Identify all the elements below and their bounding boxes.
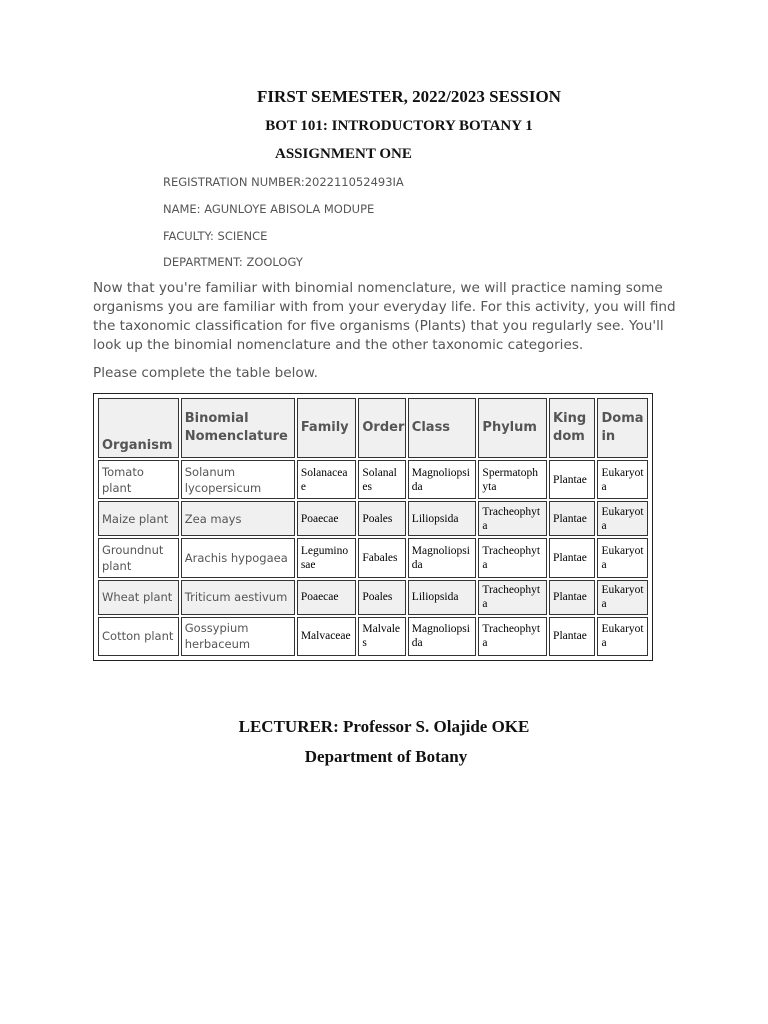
- cell-family: Leguminosae: [297, 538, 357, 577]
- instructions-paragraph: Now that you're familiar with binomial nomenclature, we will practice naming some organisms you are familiar with from your everyday life. For this activity, you will find the taxonomic classification for five organisms (Plants) that you regularly see. You'll look up the binomial nomenclature and the other taxonomic categories.: [93, 280, 676, 353]
- cell-kingdom: Plantae: [549, 617, 595, 656]
- cell-class: Magnoliopsida: [408, 617, 477, 656]
- lecturer-department: Department of Botany: [304, 747, 468, 766]
- lecturer-name: LECTURER: Professor S. Olajide OKE: [238, 717, 530, 736]
- header-family: Family: [297, 398, 357, 458]
- header-order: Order: [358, 398, 405, 458]
- assignment-title: ASSIGNMENT ONE: [275, 146, 412, 162]
- department: DEPARTMENT: ZOOLOGY: [163, 255, 303, 269]
- cell-order: Fabales: [358, 538, 405, 577]
- cell-domain: Eukaryota: [597, 580, 648, 615]
- student-name: NAME: AGUNLOYE ABISOLA MODUPE: [163, 202, 375, 216]
- cell-family: Poaecae: [297, 501, 357, 536]
- cell-domain: Eukaryota: [597, 501, 648, 536]
- cell-class: Liliopsida: [408, 501, 477, 536]
- cell-family: Solanaceae: [297, 460, 357, 499]
- cell-organism: Maize plant: [98, 501, 179, 536]
- cell-organism: Wheat plant: [98, 580, 179, 615]
- cell-family: Poaecae: [297, 580, 357, 615]
- cell-organism: Groundnut plant: [98, 538, 179, 577]
- table-row: [98, 580, 648, 615]
- table-row: [98, 617, 648, 656]
- cell-phylum: Tracheophyta: [478, 538, 547, 577]
- cell-kingdom: Plantae: [549, 538, 595, 577]
- header-class: Class: [408, 398, 477, 458]
- cell-organism: Cotton plant: [98, 617, 179, 656]
- table-row: [98, 460, 648, 499]
- table-row: [98, 538, 648, 577]
- registration-number: REGISTRATION NUMBER:202211052493IA: [163, 175, 404, 189]
- cell-binomial: Gossypium herbaceum: [181, 617, 295, 656]
- cell-order: Malvales: [358, 617, 405, 656]
- cell-phylum: Spermatophyta: [478, 460, 547, 499]
- course-title: BOT 101: INTRODUCTORY BOTANY 1: [265, 118, 533, 134]
- cell-order: Poales: [358, 501, 405, 536]
- cell-order: Poales: [358, 580, 405, 615]
- header-kingdom: Kingdom: [549, 398, 595, 458]
- cell-binomial: Arachis hypogaea: [181, 538, 295, 577]
- cell-phylum: Tracheophyta: [478, 501, 547, 536]
- cell-family: Malvaceae: [297, 617, 357, 656]
- header-domain: Domain: [597, 398, 648, 458]
- header-organism: Organism: [98, 398, 179, 458]
- cell-phylum: Tracheophyta: [478, 617, 547, 656]
- cell-phylum: Tracheophyta: [478, 580, 547, 615]
- cell-binomial: Solanum lycopersicum: [181, 460, 295, 499]
- cell-class: Liliopsida: [408, 580, 477, 615]
- semester-title: FIRST SEMESTER, 2022/2023 SESSION: [257, 87, 561, 106]
- faculty: FACULTY: SCIENCE: [163, 229, 268, 243]
- table-row: [98, 501, 648, 536]
- cell-binomial: Zea mays: [181, 501, 295, 536]
- cell-class: Magnoliopsida: [408, 538, 477, 577]
- cell-domain: Eukaryota: [597, 460, 648, 499]
- cell-kingdom: Plantae: [549, 460, 595, 499]
- cell-kingdom: Plantae: [549, 580, 595, 615]
- header-binomial: Binomial Nomenclature: [181, 398, 295, 458]
- cell-binomial: Triticum aestivum: [181, 580, 295, 615]
- cell-domain: Eukaryota: [597, 617, 648, 656]
- cell-kingdom: Plantae: [549, 501, 595, 536]
- taxonomy-table: [93, 393, 653, 661]
- cell-order: Solanales: [358, 460, 405, 499]
- cell-organism: Tomato plant: [98, 460, 179, 499]
- cell-class: Magnoliopsida: [408, 460, 477, 499]
- cell-domain: Eukaryota: [597, 538, 648, 577]
- table-header-row: [98, 398, 648, 458]
- instructions-prompt: Please complete the table below.: [93, 365, 318, 381]
- header-phylum: Phylum: [478, 398, 547, 458]
